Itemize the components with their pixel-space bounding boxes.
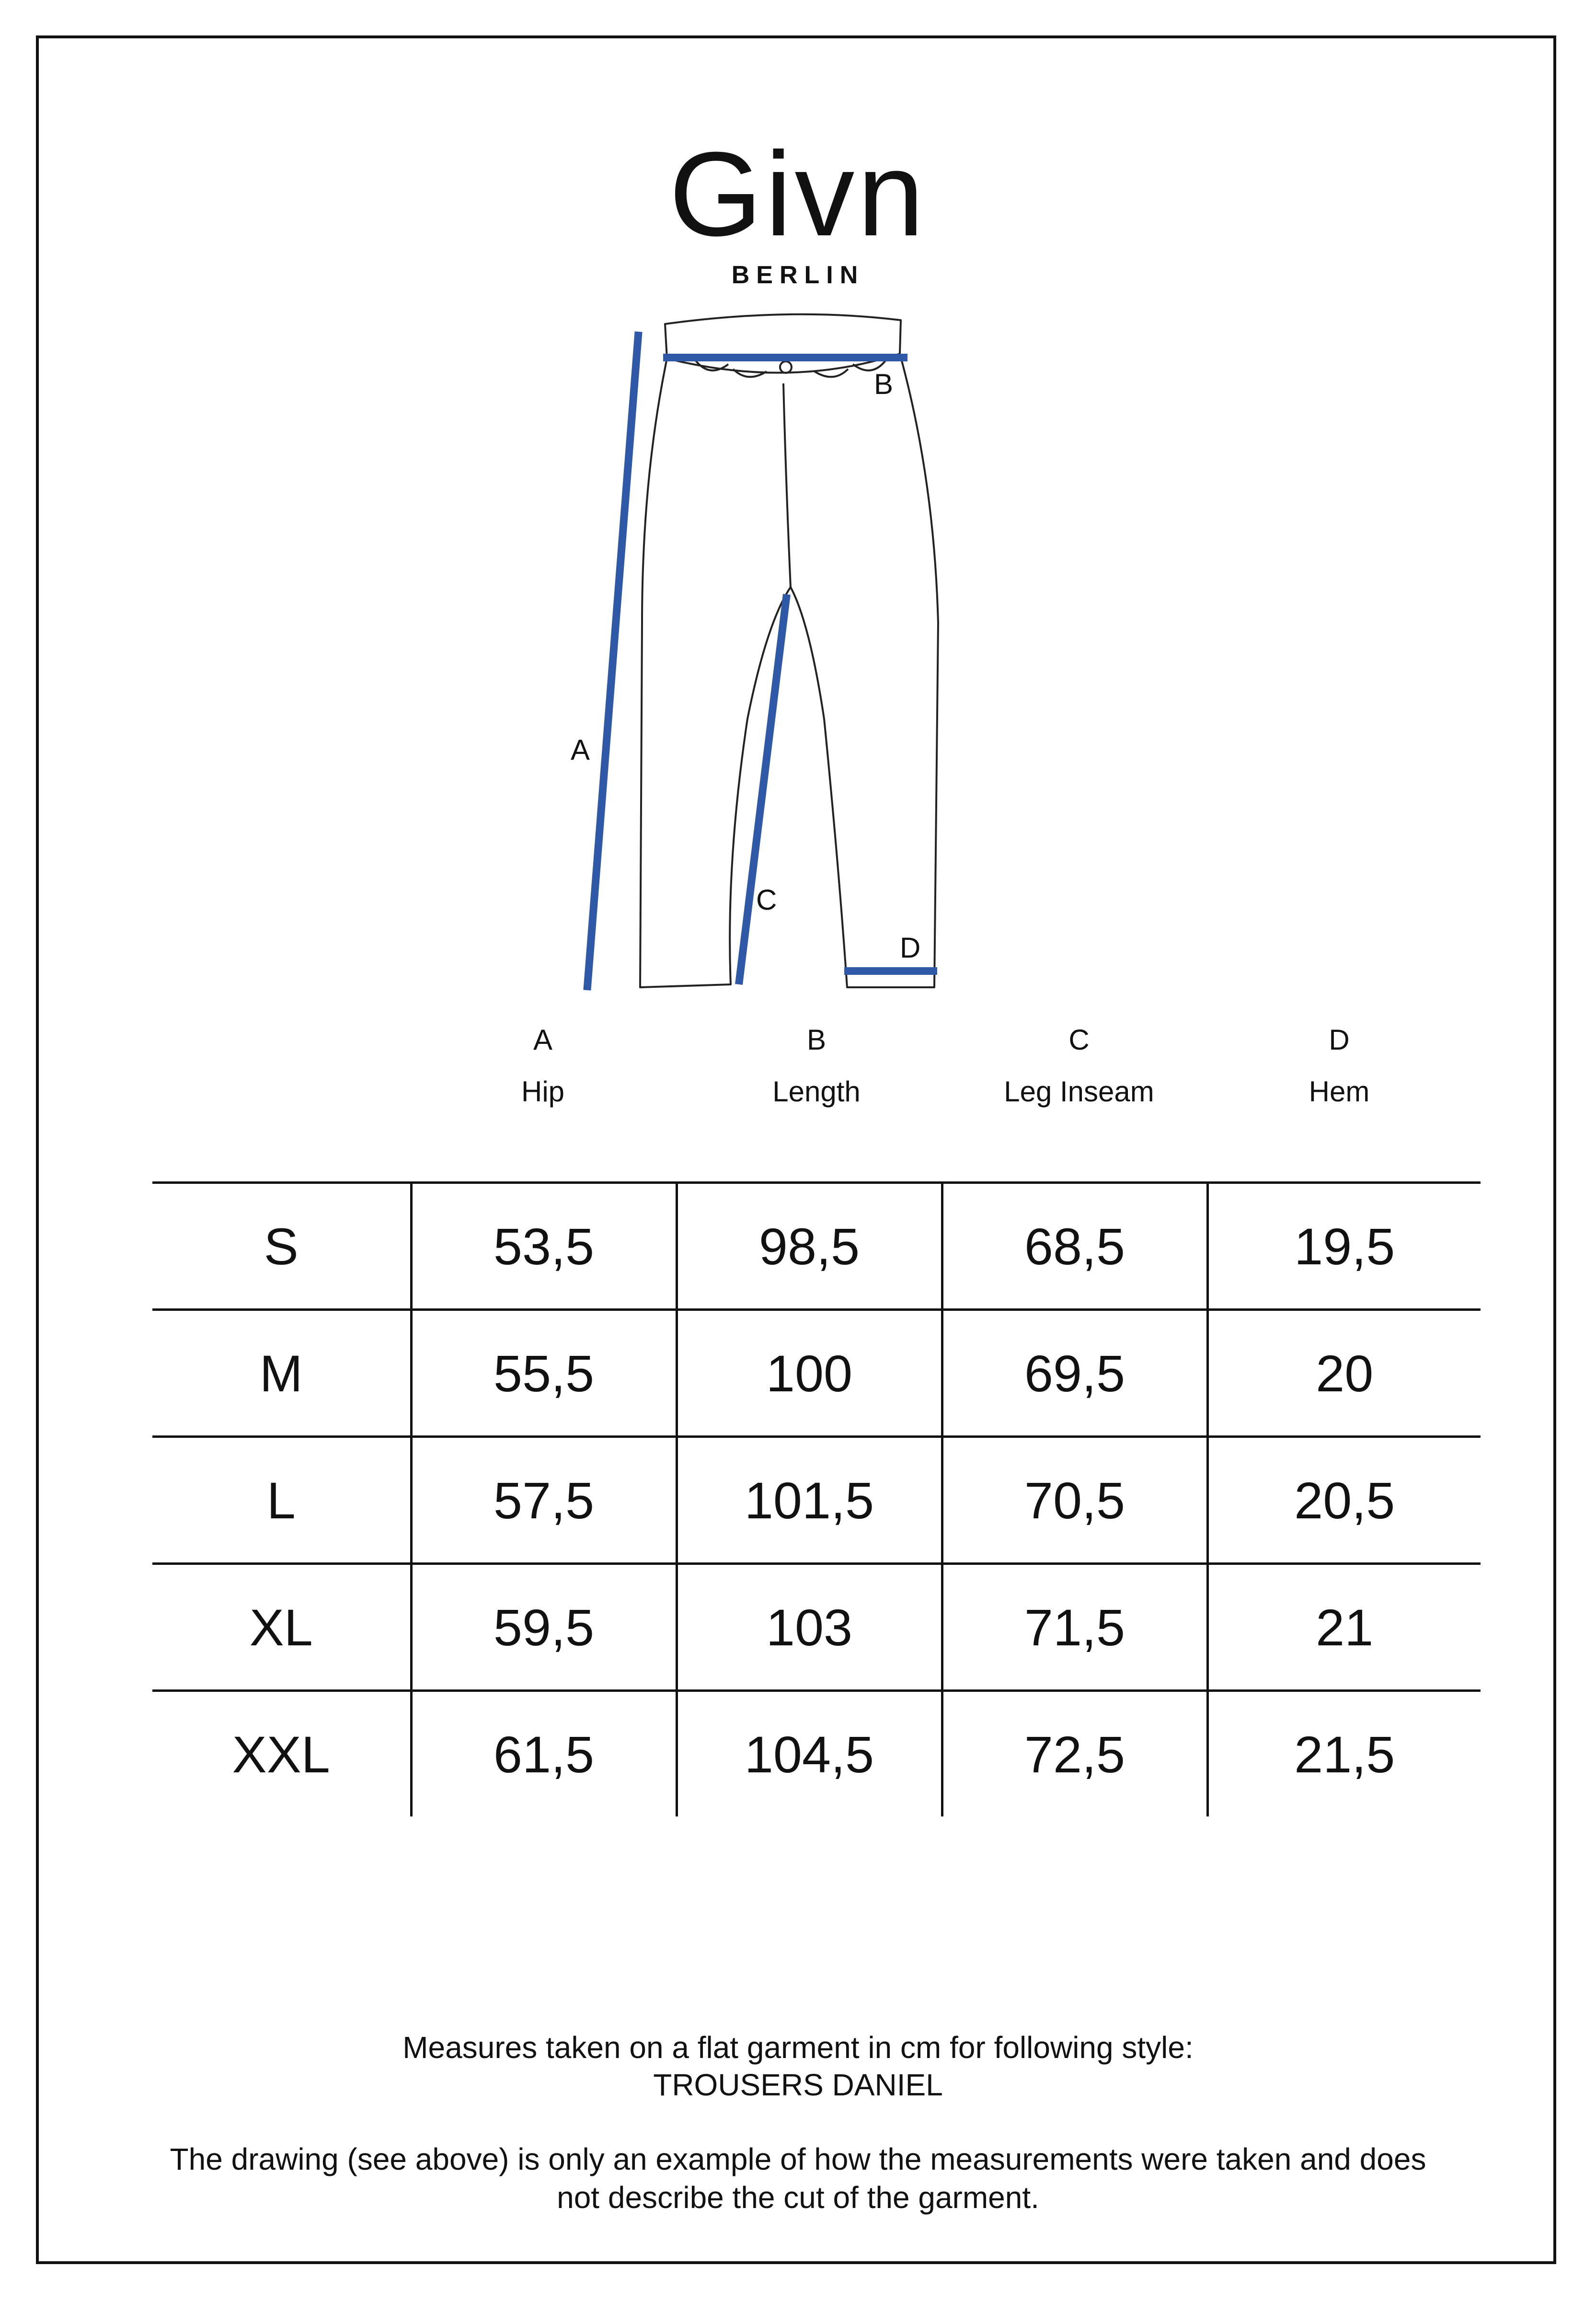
column-letter-b: B: [806, 1024, 827, 1056]
waistband-button: [780, 361, 792, 373]
length-value: 104,5: [677, 1691, 942, 1817]
column-name-leg-inseam: Leg Inseam: [1004, 1075, 1154, 1108]
column-letter-d: D: [1329, 1024, 1350, 1056]
label-a: A: [571, 734, 590, 766]
footer-style-name: TROUSERS DANIEL: [653, 2068, 943, 2102]
table-row: [152, 1564, 1481, 1691]
hem-value: 20,5: [1207, 1437, 1481, 1564]
size-table: [152, 1181, 1481, 1816]
hip-value: 59,5: [411, 1564, 677, 1691]
column-letter-c: C: [1068, 1024, 1090, 1056]
size-label: XXL: [152, 1691, 411, 1817]
inseam-value: 70,5: [942, 1437, 1207, 1564]
length-value: 98,5: [677, 1183, 942, 1310]
hem-value: 21: [1207, 1564, 1481, 1691]
table-row: [152, 1310, 1481, 1437]
footer-disclaimer-line2: not describe the cut of the garment.: [557, 2180, 1039, 2215]
length-value: 100: [677, 1310, 942, 1437]
trousers-outline: [640, 314, 938, 987]
inseam-value: 72,5: [942, 1691, 1207, 1817]
inseam-value: 71,5: [942, 1564, 1207, 1691]
hem-value: 19,5: [1207, 1183, 1481, 1310]
label-d: D: [900, 932, 921, 964]
size-label: L: [152, 1437, 411, 1564]
hip-value: 57,5: [411, 1437, 677, 1564]
size-label: S: [152, 1183, 411, 1310]
label-b: B: [874, 368, 894, 400]
waistband-outline: [665, 314, 901, 373]
table-row: [152, 1183, 1481, 1310]
length-value: 101,5: [677, 1437, 942, 1564]
footer-measures-note: Measures taken on a flat garment in cm for following style:: [402, 2030, 1194, 2065]
inseam-value: 69,5: [942, 1310, 1207, 1437]
table-row: [152, 1437, 1481, 1564]
column-name-length: Length: [772, 1075, 861, 1108]
hem-value: 21,5: [1207, 1691, 1481, 1817]
hip-value: 53,5: [411, 1183, 677, 1310]
measure-line-a: [587, 335, 638, 986]
hip-value: 61,5: [411, 1691, 677, 1817]
brand-city: BERLIN: [731, 261, 865, 289]
size-label: M: [152, 1310, 411, 1437]
trousers-diagram: [0, 0, 1596, 1054]
column-letter-a: A: [533, 1024, 553, 1056]
right-leg-outline: [791, 354, 938, 987]
length-value: 103: [677, 1564, 942, 1691]
table-row: [152, 1691, 1481, 1817]
footer-disclaimer-line1: The drawing (see above) is only an example of how the measurements were taken and does: [170, 2142, 1426, 2176]
hem-value: 20: [1207, 1310, 1481, 1437]
hip-value: 55,5: [411, 1310, 677, 1437]
size-label: XL: [152, 1564, 411, 1691]
label-c: C: [756, 884, 777, 916]
column-name-hem: Hem: [1309, 1075, 1370, 1108]
inseam-value: 68,5: [942, 1183, 1207, 1310]
brand-logo: Givn: [669, 127, 927, 261]
column-name-hip: Hip: [521, 1075, 565, 1108]
